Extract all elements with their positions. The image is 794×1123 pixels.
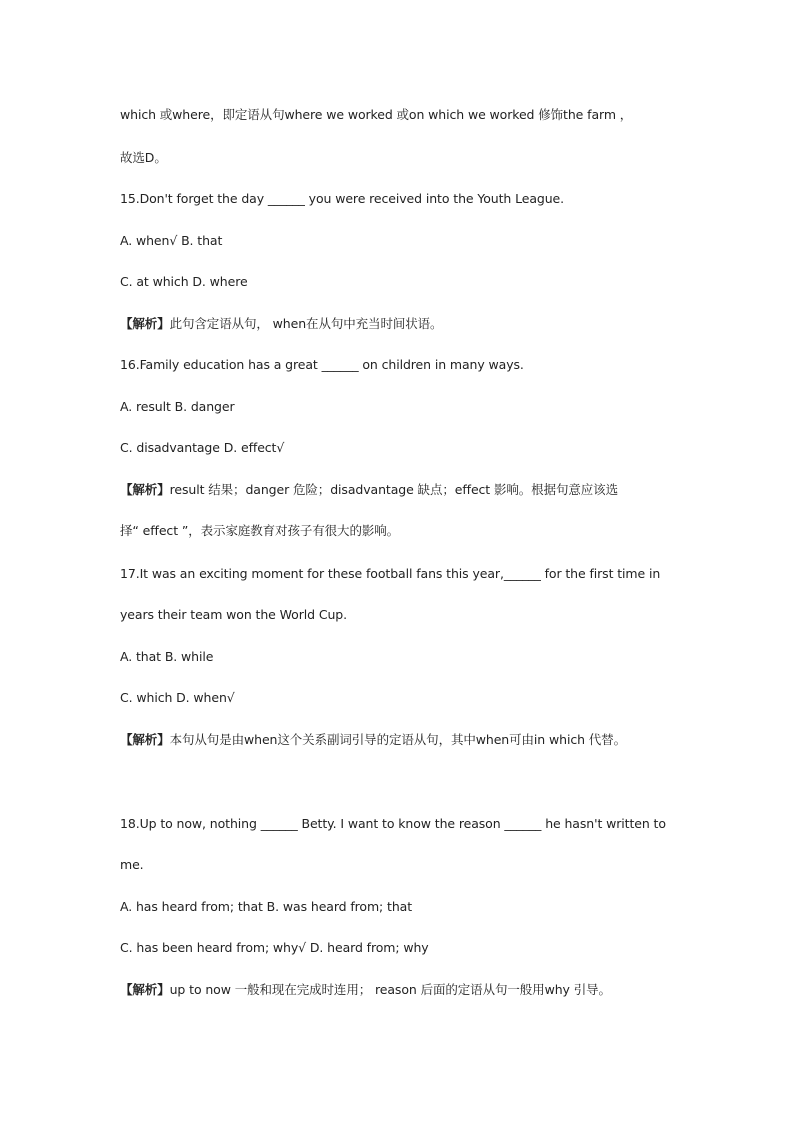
options-line: A. has heard from; that B. was heard from; that	[120, 899, 413, 914]
analysis-line: 【解析】本句从句是由when这个关系副词引导的定语从句，其中when可由in which 代替。	[120, 732, 626, 747]
options-line: C. which D. when√	[120, 690, 235, 705]
text-line: which 或where，即定语从句where we worked 或on which we worked 修饰the farm ，	[120, 107, 633, 122]
analysis-line: 【解析】up to now 一般和现在完成时连用； reason 后面的定语从句一般用why 引导。	[120, 982, 611, 997]
options-line: C. disadvantage D. effect√	[120, 440, 285, 455]
analysis-label: 【解析】	[120, 732, 170, 747]
question-15: 15.Don't forget the day ______ you were received into the Youth League.	[120, 191, 565, 206]
options-line: A. that B. while	[120, 649, 214, 664]
options-line: A. when√ B. that	[120, 233, 223, 248]
options-line: C. at which D. where	[120, 274, 248, 289]
analysis-line: 【解析】result 结果；danger 危险；disadvantage 缺点；effect 影响。根据句意应该选	[120, 482, 618, 497]
analysis-line: 【解析】此句含定语从句， when在从句中充当时间状语。	[120, 316, 443, 331]
options-line: A. result B. danger	[120, 399, 235, 414]
options-line: C. has been heard from; why√ D. heard from; why	[120, 940, 429, 955]
analysis-label: 【解析】	[120, 982, 170, 997]
analysis-label: 【解析】	[120, 316, 170, 331]
text-line: me.	[120, 857, 144, 872]
analysis-label: 【解析】	[120, 482, 170, 497]
text-line: 故选D。	[120, 150, 167, 165]
question-17: 17.It was an exciting moment for these football fans this year,______ for the first time in	[120, 566, 661, 581]
question-16: 16.Family education has a great ______ on children in many ways.	[120, 357, 524, 372]
question-18: 18.Up to now, nothing ______ Betty. I want to know the reason ______ he hasn't written to	[120, 816, 666, 831]
text-line: years their team won the World Cup.	[120, 607, 347, 622]
text-line: 择“ effect ”，表示家庭教育对孩子有很大的影响。	[120, 523, 400, 538]
